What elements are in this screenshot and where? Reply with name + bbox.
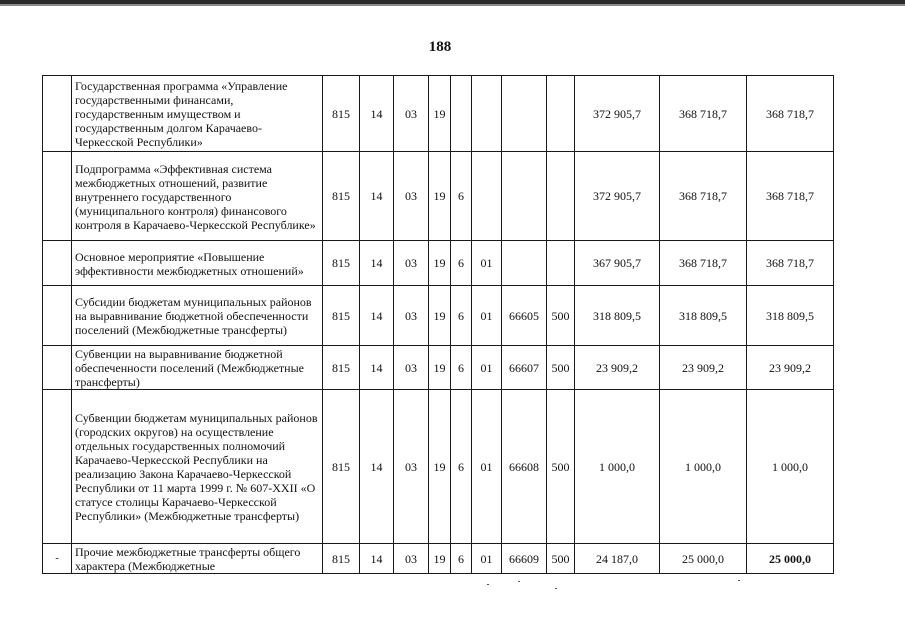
code-activity <box>472 152 502 241</box>
row-description: Основное мероприятие «Повышение эффективности межбюджетных отношений» <box>72 241 323 286</box>
code-program: 19 <box>429 241 451 286</box>
code-section: 14 <box>360 544 394 574</box>
code-subsection: 03 <box>394 286 429 346</box>
code-subprogram: 6 <box>451 544 472 574</box>
code-expense-type <box>547 152 575 241</box>
amount-year-3: 318 809,5 <box>747 286 834 346</box>
code-direction: 66605 <box>502 286 547 346</box>
table-row-marker <box>43 241 72 286</box>
code-program: 19 <box>429 390 451 544</box>
code-activity: 01 <box>472 286 502 346</box>
amount-year-2: 368 718,7 <box>660 76 747 152</box>
amount-year-3: 368 718,7 <box>747 76 834 152</box>
amount-year-2: 368 718,7 <box>660 152 747 241</box>
table-row-marker <box>43 346 72 390</box>
code-ministry: 815 <box>323 76 360 152</box>
amount-year-1: 318 809,5 <box>575 286 660 346</box>
page-number: 188 <box>428 39 452 55</box>
table-row <box>43 152 834 241</box>
scan-speck <box>518 581 520 582</box>
code-program: 19 <box>429 152 451 241</box>
amount-year-2: 23 909,2 <box>660 346 747 390</box>
code-subprogram <box>451 76 472 152</box>
table-row <box>43 390 834 544</box>
code-subsection: 03 <box>394 152 429 241</box>
code-ministry: 815 <box>323 346 360 390</box>
code-program: 19 <box>429 346 451 390</box>
table-row <box>43 286 834 346</box>
table-row-marker <box>43 152 72 241</box>
code-direction: 66609 <box>502 544 547 574</box>
scan-border-shadow <box>0 4 905 6</box>
code-section: 14 <box>360 76 394 152</box>
amount-year-2: 1 000,0 <box>660 390 747 544</box>
code-ministry: 815 <box>323 544 360 574</box>
amount-year-1: 24 187,0 <box>575 544 660 574</box>
amount-year-2: 368 718,7 <box>660 241 747 286</box>
code-subsection: 03 <box>394 544 429 574</box>
code-activity <box>472 76 502 152</box>
code-activity: 01 <box>472 390 502 544</box>
budget-table <box>42 75 834 574</box>
code-activity: 01 <box>472 241 502 286</box>
table-row-marker <box>43 76 72 152</box>
code-expense-type <box>547 241 575 286</box>
amount-year-3: 368 718,7 <box>747 152 834 241</box>
scan-speck <box>555 588 557 589</box>
code-direction <box>502 152 547 241</box>
amount-year-1: 23 909,2 <box>575 346 660 390</box>
code-expense-type <box>547 76 575 152</box>
code-activity: 01 <box>472 544 502 574</box>
code-subsection: 03 <box>394 76 429 152</box>
row-description: Подпрограмма «Эффективная система межбюджетных отношений, развитие внутреннего государственного (муниципального контроля) финансового контроля в Карачаево-Черкесской Республике» <box>72 152 323 241</box>
amount-year-2: 25 000,0 <box>660 544 747 574</box>
code-subprogram: 6 <box>451 241 472 286</box>
code-direction <box>502 76 547 152</box>
amount-year-3: 1 000,0 <box>747 390 834 544</box>
code-direction: 66607 <box>502 346 547 390</box>
row-description: Субсидии бюджетам муниципальных районов на выравнивание бюджетной обеспеченности поселений (Межбюджетные трансферты) <box>72 286 323 346</box>
code-program: 19 <box>429 76 451 152</box>
code-expense-type: 500 <box>547 390 575 544</box>
amount-year-1: 372 905,7 <box>575 152 660 241</box>
code-section: 14 <box>360 152 394 241</box>
code-ministry: 815 <box>323 152 360 241</box>
code-subprogram: 6 <box>451 286 472 346</box>
code-direction <box>502 241 547 286</box>
code-ministry: 815 <box>323 241 360 286</box>
code-section: 14 <box>360 390 394 544</box>
code-expense-type: 500 <box>547 346 575 390</box>
code-subprogram: 6 <box>451 390 472 544</box>
code-direction: 66608 <box>502 390 547 544</box>
table-row-marker <box>43 390 72 544</box>
table-row-marker <box>43 286 72 346</box>
scan-speck <box>487 584 489 585</box>
row-description: Государственная программа «Управление государственными финансами, государственным имуществом и государственным долгом Карачаево-Черкесской Республики» <box>72 76 323 152</box>
code-section: 14 <box>360 241 394 286</box>
code-expense-type: 500 <box>547 286 575 346</box>
code-program: 19 <box>429 286 451 346</box>
code-section: 14 <box>360 346 394 390</box>
code-subprogram: 6 <box>451 152 472 241</box>
amount-year-3: 25 000,0 <box>747 544 834 574</box>
code-program: 19 <box>429 544 451 574</box>
row-description: Прочие межбюджетные трансферты общего характера (Межбюджетные <box>72 544 323 574</box>
row-description: Субвенции бюджетам муниципальных районов (городских округов) на осуществление отдельных государственных полномочий Карачаево-Черкесской Республики на реализацию Закона Карачаево-Черкесской Республики от 11 марта 1999 г. № 607-XXII «О статусе столицы Карачаево-Черкесской Республики» (Межбюджетные трансферты) <box>72 390 323 544</box>
table-row <box>43 346 834 390</box>
table-row <box>43 76 834 152</box>
amount-year-3: 23 909,2 <box>747 346 834 390</box>
amount-year-1: 1 000,0 <box>575 390 660 544</box>
code-ministry: 815 <box>323 286 360 346</box>
code-subsection: 03 <box>394 390 429 544</box>
amount-year-2: 318 809,5 <box>660 286 747 346</box>
table-row <box>43 544 834 574</box>
amount-year-1: 367 905,7 <box>575 241 660 286</box>
table-row-marker: - <box>43 544 72 574</box>
code-subsection: 03 <box>394 241 429 286</box>
amount-year-1: 372 905,7 <box>575 76 660 152</box>
code-subsection: 03 <box>394 346 429 390</box>
code-activity: 01 <box>472 346 502 390</box>
table-row <box>43 241 834 286</box>
code-expense-type: 500 <box>547 544 575 574</box>
code-subprogram: 6 <box>451 346 472 390</box>
code-ministry: 815 <box>323 390 360 544</box>
amount-year-3: 368 718,7 <box>747 241 834 286</box>
row-description: Субвенции на выравнивание бюджетной обеспеченности поселений (Межбюджетные трансферты) <box>72 346 323 390</box>
scan-speck <box>738 580 740 581</box>
code-section: 14 <box>360 286 394 346</box>
